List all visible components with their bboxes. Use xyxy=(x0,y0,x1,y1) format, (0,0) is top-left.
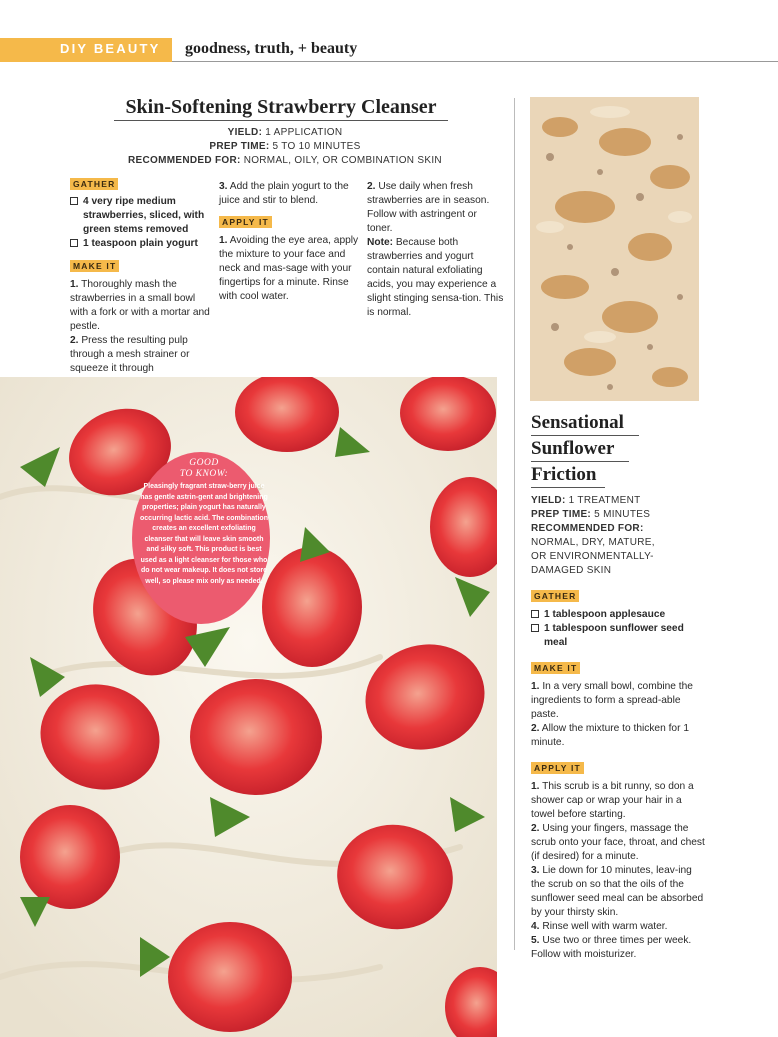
good-to-know-text xyxy=(140,458,268,587)
step: 1. Avoiding the eye area, apply the mixture to your face and neck and mas-sage with your fingertips for a minute. Rinse with cool water. xyxy=(219,235,359,302)
checkbox-icon xyxy=(531,610,539,618)
checkbox-icon xyxy=(531,624,539,632)
column-divider xyxy=(514,98,515,950)
friction-meta: YIELD: 1 TREATMENT PREP TIME: 5 MINUTES RECOMMENDED FOR: NORMAL, DRY, MATURE, OR ENVIRONMENTALLY-DAMAGED SKIN xyxy=(531,495,655,576)
cleanser-title-rule xyxy=(114,120,448,121)
step: 1. Thoroughly mash the strawberries in a small bowl with a fork or with a mortar and pestle. xyxy=(70,279,210,332)
gather-item: 1 tablespoon sunflower seed meal xyxy=(531,622,706,650)
step: 2. Allow the mixture to thicken for 1 minute. xyxy=(531,723,689,748)
cleanser-column-2 xyxy=(219,180,359,304)
section-tag: DIY BEAUTY xyxy=(60,41,161,56)
step: 4. Rinse well with warm water. xyxy=(531,921,668,932)
step: 1. This scrub is a bit runny, so don a shower cap or wrap your hair in a towel before starting. xyxy=(531,781,694,820)
friction-column xyxy=(531,590,706,962)
makeit-label: MAKE IT xyxy=(531,662,580,674)
header-rule xyxy=(172,61,778,62)
friction-title-line-3: Friction xyxy=(531,464,597,485)
gather-label: GATHER xyxy=(531,590,579,602)
step: 3. Lie down for 10 minutes, leav-ing the scrub on so that the oils of the sunflower seed meal can be absorbed by your thirsty skin. xyxy=(531,865,704,918)
friction-title-line-1: Sensational xyxy=(531,412,624,433)
step: 2. Press the resulting pulp through a mesh strainer or squeeze it through xyxy=(70,335,190,374)
gather-item: 4 very ripe medium strawberries, sliced, with green stems removed xyxy=(70,195,212,237)
gather-item: 1 tablespoon applesauce xyxy=(531,608,706,622)
applyit-label: APPLY IT xyxy=(531,762,584,774)
title-rule xyxy=(531,461,629,462)
step: 1. In a very small bowl, combine the ingredients to form a spread-able paste. xyxy=(531,681,693,720)
scrub-texture-image xyxy=(530,97,699,401)
gather-item: 1 teaspoon plain yogurt xyxy=(70,237,212,251)
checkbox-icon xyxy=(70,197,78,205)
cleanser-title: Skin-Softening Strawberry Cleanser xyxy=(125,96,437,118)
step: 3. Add the plain yogurt to the juice and stir to blend. xyxy=(219,181,349,206)
good-to-know-body: Pleasingly fragrant straw-berry juice has gentle astrin-gent and brightening properties; plain yogurt has naturally occurring lactic acid. The combination creates an excellent exfoliating cleanser that will leave skin smooth and silky soft. This product is best used as a light cleanser for those who do not wear makeup. It does not store well, so please mix only as needed. xyxy=(140,483,268,585)
title-rule xyxy=(531,487,605,488)
sunflower-scrub-photo xyxy=(530,97,699,401)
makeit-label: MAKE IT xyxy=(70,260,119,272)
applyit-label: APPLY IT xyxy=(219,216,272,228)
note: Note: Because both strawberries and yogurt contain natural exfoliating acids, you may experience a slight stinging sensa-tion. This is normal. xyxy=(367,237,504,318)
cleanser-meta: YIELD: 1 APPLICATION PREP TIME: 5 TO 10 MINUTES RECOMMENDED FOR: NORMAL, OILY, OR COMBINATION SKIN xyxy=(128,127,442,166)
section-title: goodness, truth, + beauty xyxy=(185,40,358,57)
friction-title-line-2: Sunflower xyxy=(531,438,615,459)
checkbox-icon xyxy=(70,239,78,247)
gather-label: GATHER xyxy=(70,178,118,190)
step: 2. Use daily when fresh strawberries are in season. Follow with astringent or toner. xyxy=(367,181,490,234)
step: 2. Using your fingers, massage the scrub onto your face, throat, and chest (if desired) for a minute. xyxy=(531,823,705,862)
title-rule xyxy=(531,435,639,436)
cleanser-column-3 xyxy=(367,180,505,320)
good-to-know-heading: GOOD TO KNOW: xyxy=(179,458,229,479)
step: 5. Use two or three times per week. Follow with moisturizer. xyxy=(531,935,692,960)
